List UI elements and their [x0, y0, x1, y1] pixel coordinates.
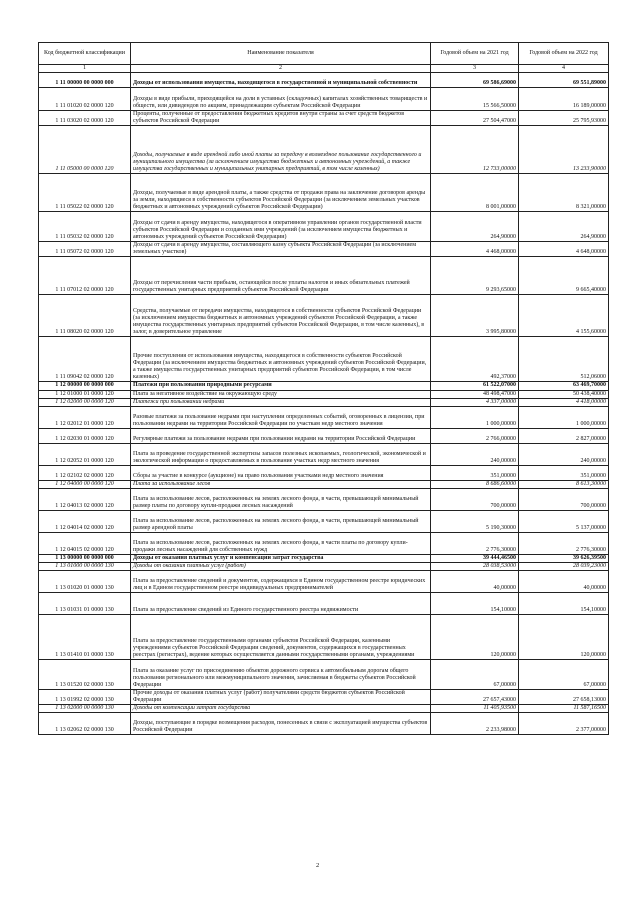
row-value-2022: 11 587,16500: [519, 705, 609, 713]
table-row: [39, 406, 609, 428]
row-name: Плата за проведение государственной экспертизы запасов полезных ископаемых, геологической, экономической и экологической информации о предоставляемых в пользование участках недр местного значения: [131, 443, 431, 465]
table-row: [39, 242, 609, 257]
row-code: 1 13 01000 00 0000 130: [39, 562, 131, 570]
row-value-2021: 154,10000: [431, 593, 519, 615]
table-row: [39, 126, 609, 174]
row-code: 1 11 00000 00 0000 000: [39, 73, 131, 88]
row-value-2021: 12 733,00000: [431, 126, 519, 174]
row-value-2022: 40,00000: [519, 571, 609, 593]
row-value-2021: 8 001,00000: [431, 174, 519, 212]
row-value-2021: 240,00000: [431, 443, 519, 465]
row-code: 1 12 02000 00 0000 120: [39, 398, 131, 406]
row-value-2022: 240,00000: [519, 443, 609, 465]
row-value-2022: 4 418,00000: [519, 398, 609, 406]
row-value-2021: 700,00000: [431, 488, 519, 510]
row-value-2022: 25 795,93000: [519, 111, 609, 126]
row-name: Плата за негативное воздействие на окружающую среду: [131, 390, 431, 398]
row-value-2021: 4 468,00000: [431, 242, 519, 257]
table-row: [39, 593, 609, 615]
row-name: Платежи при пользовании недрами: [131, 398, 431, 406]
row-value-2022: 1 000,00000: [519, 406, 609, 428]
row-name: Плата за предоставление сведений из Единого государственного реестра недвижимости: [131, 593, 431, 615]
row-value-2022: 69 551,89000: [519, 73, 609, 88]
header-name: Наименование показателя: [131, 43, 431, 65]
row-code: 1 13 00000 00 0000 000: [39, 554, 131, 562]
row-value-2021: 2 766,00000: [431, 428, 519, 443]
row-name: Плата за предоставление государственными органами субъектов Российской Федерации, казенными учреждениями субъектов Российской Федерации сведений, документов, содержащихся в государственных реестрах (регистрах), ведение которых осуществляется данными государственными органами, учреждениями: [131, 615, 431, 660]
row-name: Доходы от сдачи в аренду имущества, составляющего казну субъекта Российской Федерации (за исключением земельных участков): [131, 242, 431, 257]
row-code: 1 13 02000 00 0000 130: [39, 705, 131, 713]
row-name: Плата за использование лесов: [131, 480, 431, 488]
header-2022: Годовой объем на 2022 год: [519, 43, 609, 65]
table-row: [39, 690, 609, 705]
table-row: [39, 571, 609, 593]
row-name: Прочие поступления от использования имущества, находящегося в собственности субъектов Российской Федерации (за исключением имущества бюджетных и автономных учреждений субъектов Российской Федерации, а также имущества государственных унитарных предприятий субъектов Российской Федерации, в том числе казенных): [131, 337, 431, 382]
table-row: [39, 705, 609, 713]
row-code: 1 12 00000 00 0000 000: [39, 382, 131, 390]
column-index: 3: [431, 65, 519, 73]
row-value-2022: 154,10000: [519, 593, 609, 615]
row-code: 1 11 05000 00 0000 120: [39, 126, 131, 174]
row-value-2022: 63 469,70000: [519, 382, 609, 390]
row-code: 1 12 02030 01 0000 120: [39, 428, 131, 443]
table-row: [39, 510, 609, 532]
row-name: Разовые платежи за пользование недрами при наступлении определенных событий, оговоренных в лицензии, при пользовании недрами на территории Российской Федерации по участкам недр местного значения: [131, 406, 431, 428]
row-value-2021: 40,00000: [431, 571, 519, 593]
row-name: Прочие доходы от оказания платных услуг (работ) получателями средств бюджетов субъектов Российской Федерации: [131, 690, 431, 705]
row-name: Средства, получаемые от передачи имущества, находящегося в собственности субъектов Российской Федерации (за исключением имущества бюджетных и автономных учреждений субъектов Российской Федерации, а также имущества государственных унитарных предприятий субъектов Российской Федерации, в том числе казенных), в залог, в доверительное управление: [131, 295, 431, 337]
row-value-2022: 264,90000: [519, 212, 609, 242]
table-row: [39, 532, 609, 554]
table-row: [39, 554, 609, 562]
row-name: Плата за предоставление сведений и документов, содержащихся в Едином государственном реестре юридических лиц и в Едином государственном реестре индивидуальных предпринимателей: [131, 571, 431, 593]
row-code: 1 12 04013 02 0000 120: [39, 488, 131, 510]
row-code: 1 13 01020 01 0000 130: [39, 571, 131, 593]
row-name: Регулярные платежи за пользование недрами при пользовании недрами на территории Российской Федерации: [131, 428, 431, 443]
table-row: [39, 488, 609, 510]
table-row: [39, 615, 609, 660]
row-value-2021: 48 498,47000: [431, 390, 519, 398]
column-index: 2: [131, 65, 431, 73]
table-row: [39, 660, 609, 690]
row-name: Доходы от перечисления части прибыли, остающейся после уплаты налогов и иных обязательных платежей государственных унитарных предприятий субъектов Российской Федерации: [131, 257, 431, 295]
row-code: 1 13 01031 01 0000 130: [39, 593, 131, 615]
row-value-2021: 15 566,50000: [431, 88, 519, 111]
row-value-2021: 3 995,80000: [431, 295, 519, 337]
row-code: 1 11 01020 02 0000 120: [39, 88, 131, 111]
table-row: [39, 398, 609, 406]
row-name: Доходы от использования имущества, находящегося в государственной и муниципальной собственности: [131, 73, 431, 88]
row-value-2022: 512,06000: [519, 337, 609, 382]
row-value-2022: 700,00000: [519, 488, 609, 510]
row-code: 1 13 01520 02 0000 130: [39, 660, 131, 690]
row-value-2022: 4 155,60000: [519, 295, 609, 337]
row-name: Доходы, получаемые в виде арендной либо иной платы за передачу в возмездное пользование государственного и муниципального имущества (за исключением имущества бюджетных и автономных учреждений, а также имущества государственных и муниципальных унитарных предприятий, в том числе казенных): [131, 126, 431, 174]
column-index-row: [39, 65, 609, 73]
row-value-2021: 2 233,98000: [431, 713, 519, 735]
row-name: Доходы, получаемые в виде арендной платы, а также средства от продажи права на заключение договоров аренды за земли, находящиеся в собственности субъектов Российской Федерации (за исключением земельных участков бюджетных и автономных учреждений субъектов Российской Федерации): [131, 174, 431, 212]
row-value-2021: 120,00000: [431, 615, 519, 660]
row-name: Плата за использование лесов, расположенных на землях лесного фонда, в части, превышающей минимальный размер арендной платы: [131, 510, 431, 532]
row-code: 1 11 03020 02 0000 120: [39, 111, 131, 126]
table-header-row: [39, 43, 609, 65]
row-value-2022: 39 626,39500: [519, 554, 609, 562]
row-value-2022: 50 438,40000: [519, 390, 609, 398]
row-value-2021: 28 038,53000: [431, 562, 519, 570]
table-row: [39, 480, 609, 488]
row-code: 1 11 09042 02 0000 120: [39, 337, 131, 382]
row-value-2022: 2 377,00000: [519, 713, 609, 735]
row-value-2021: 1 000,00000: [431, 406, 519, 428]
row-value-2021: 69 586,69000: [431, 73, 519, 88]
row-code: 1 12 04000 00 0000 120: [39, 480, 131, 488]
column-index: 4: [519, 65, 609, 73]
row-value-2021: 4 337,00000: [431, 398, 519, 406]
row-value-2022: 9 665,40000: [519, 257, 609, 295]
table-row: [39, 390, 609, 398]
row-value-2022: 2 827,00000: [519, 428, 609, 443]
row-name: Плата за оказание услуг по присоединению объектов дорожного сервиса к автомобильным дорогам общего пользования регионального или межмуниципального значения, зачисляемая в бюджеты субъектов Российской Федерации: [131, 660, 431, 690]
row-value-2021: 492,37000: [431, 337, 519, 382]
row-value-2021: 264,90000: [431, 212, 519, 242]
row-name: Платежи при пользовании природными ресурсами: [131, 382, 431, 390]
row-value-2021: 9 293,65000: [431, 257, 519, 295]
table-row: [39, 73, 609, 88]
row-value-2022: 8 321,00000: [519, 174, 609, 212]
row-value-2021: 351,00000: [431, 465, 519, 480]
row-value-2022: 28 039,23000: [519, 562, 609, 570]
row-value-2022: 67,00000: [519, 660, 609, 690]
row-code: 1 12 01000 01 0000 120: [39, 390, 131, 398]
row-name: Доходы от компенсации затрат государства: [131, 705, 431, 713]
row-value-2022: 27 658,13000: [519, 690, 609, 705]
row-value-2022: 2 776,30000: [519, 532, 609, 554]
row-value-2022: 4 648,00000: [519, 242, 609, 257]
row-value-2021: 27 657,43000: [431, 690, 519, 705]
row-code: 1 11 07012 02 0000 120: [39, 257, 131, 295]
row-code: 1 12 02012 01 0000 120: [39, 406, 131, 428]
table-row: [39, 174, 609, 212]
row-value-2021: 2 776,30000: [431, 532, 519, 554]
row-name: Доходы от оказания платных услуг и компенсации затрат государства: [131, 554, 431, 562]
row-value-2022: 120,00000: [519, 615, 609, 660]
row-code: 1 12 02052 01 0000 120: [39, 443, 131, 465]
table-body: [39, 73, 609, 735]
row-code: 1 12 04015 02 0000 120: [39, 532, 131, 554]
table-row: [39, 111, 609, 126]
table-row: [39, 428, 609, 443]
row-value-2022: 8 613,30000: [519, 480, 609, 488]
row-value-2021: 8 686,60000: [431, 480, 519, 488]
table-row: [39, 713, 609, 735]
row-value-2021: 27 504,47000: [431, 111, 519, 126]
row-name: Плата за использование лесов, расположенных на землях лесного фонда, в части платы по договору купли-продажи лесных насаждений для собственных нужд: [131, 532, 431, 554]
table-row: [39, 465, 609, 480]
row-code: 1 13 01410 01 0000 130: [39, 615, 131, 660]
table-row: [39, 382, 609, 390]
table-row: [39, 212, 609, 242]
row-code: 1 13 02062 02 0000 130: [39, 713, 131, 735]
revenue-table: [38, 42, 609, 735]
row-name: Проценты, полученные от предоставления бюджетных кредитов внутри страны за счет средств бюджетов субъектов Российской Федерации: [131, 111, 431, 126]
row-code: 1 13 01992 02 0000 130: [39, 690, 131, 705]
table-row: [39, 295, 609, 337]
row-value-2021: 39 444,46500: [431, 554, 519, 562]
table-row: [39, 337, 609, 382]
row-value-2022: 13 233,90000: [519, 126, 609, 174]
header-code: Код бюджетной классификации: [39, 43, 131, 65]
row-value-2021: 11 405,93500: [431, 705, 519, 713]
table-row: [39, 88, 609, 111]
row-code: 1 11 05032 02 0000 120: [39, 212, 131, 242]
table-row: [39, 443, 609, 465]
row-value-2022: 16 189,00000: [519, 88, 609, 111]
row-name: Доходы, поступающие в порядке возмещения расходов, понесенных в связи с эксплуатацией имущества субъектов Российской Федерации: [131, 713, 431, 735]
row-name: Доходы от оказания платных услуг (работ): [131, 562, 431, 570]
row-code: 1 11 08020 02 0000 120: [39, 295, 131, 337]
row-value-2021: 5 190,30000: [431, 510, 519, 532]
header-2021: Годовой объем на 2021 год: [431, 43, 519, 65]
row-code: 1 11 05022 02 0000 120: [39, 174, 131, 212]
row-value-2021: 67,00000: [431, 660, 519, 690]
row-name: Сборы за участие в конкурсе (аукционе) на право пользования участками недр местного значения: [131, 465, 431, 480]
column-index: 1: [39, 65, 131, 73]
row-name: Доходы от сдачи в аренду имущества, находящегося в оперативном управлении органов государственной власти субъектов Российской Федерации и созданных ими учреждений (за исключением имущества бюджетных и автономных учреждений субъектов Российской Федерации): [131, 212, 431, 242]
row-name: Доходы в виде прибыли, приходящейся на доли в уставных (складочных) капиталах хозяйственных товариществ и обществ, или дивидендов по акциям, принадлежащим субъектам Российской Федерации: [131, 88, 431, 111]
row-code: 1 12 02102 02 0000 120: [39, 465, 131, 480]
table-row: [39, 257, 609, 295]
row-value-2022: 351,00000: [519, 465, 609, 480]
row-code: 1 12 04014 02 0000 120: [39, 510, 131, 532]
row-value-2021: 61 522,07000: [431, 382, 519, 390]
table-row: [39, 562, 609, 570]
page-number: 2: [316, 862, 320, 869]
row-name: Плата за использование лесов, расположенных на землях лесного фонда, в части, превышающей минимальный размер платы по договору купли-продажи лесных насаждений: [131, 488, 431, 510]
row-code: 1 11 05072 02 0000 120: [39, 242, 131, 257]
row-value-2022: 5 137,00000: [519, 510, 609, 532]
